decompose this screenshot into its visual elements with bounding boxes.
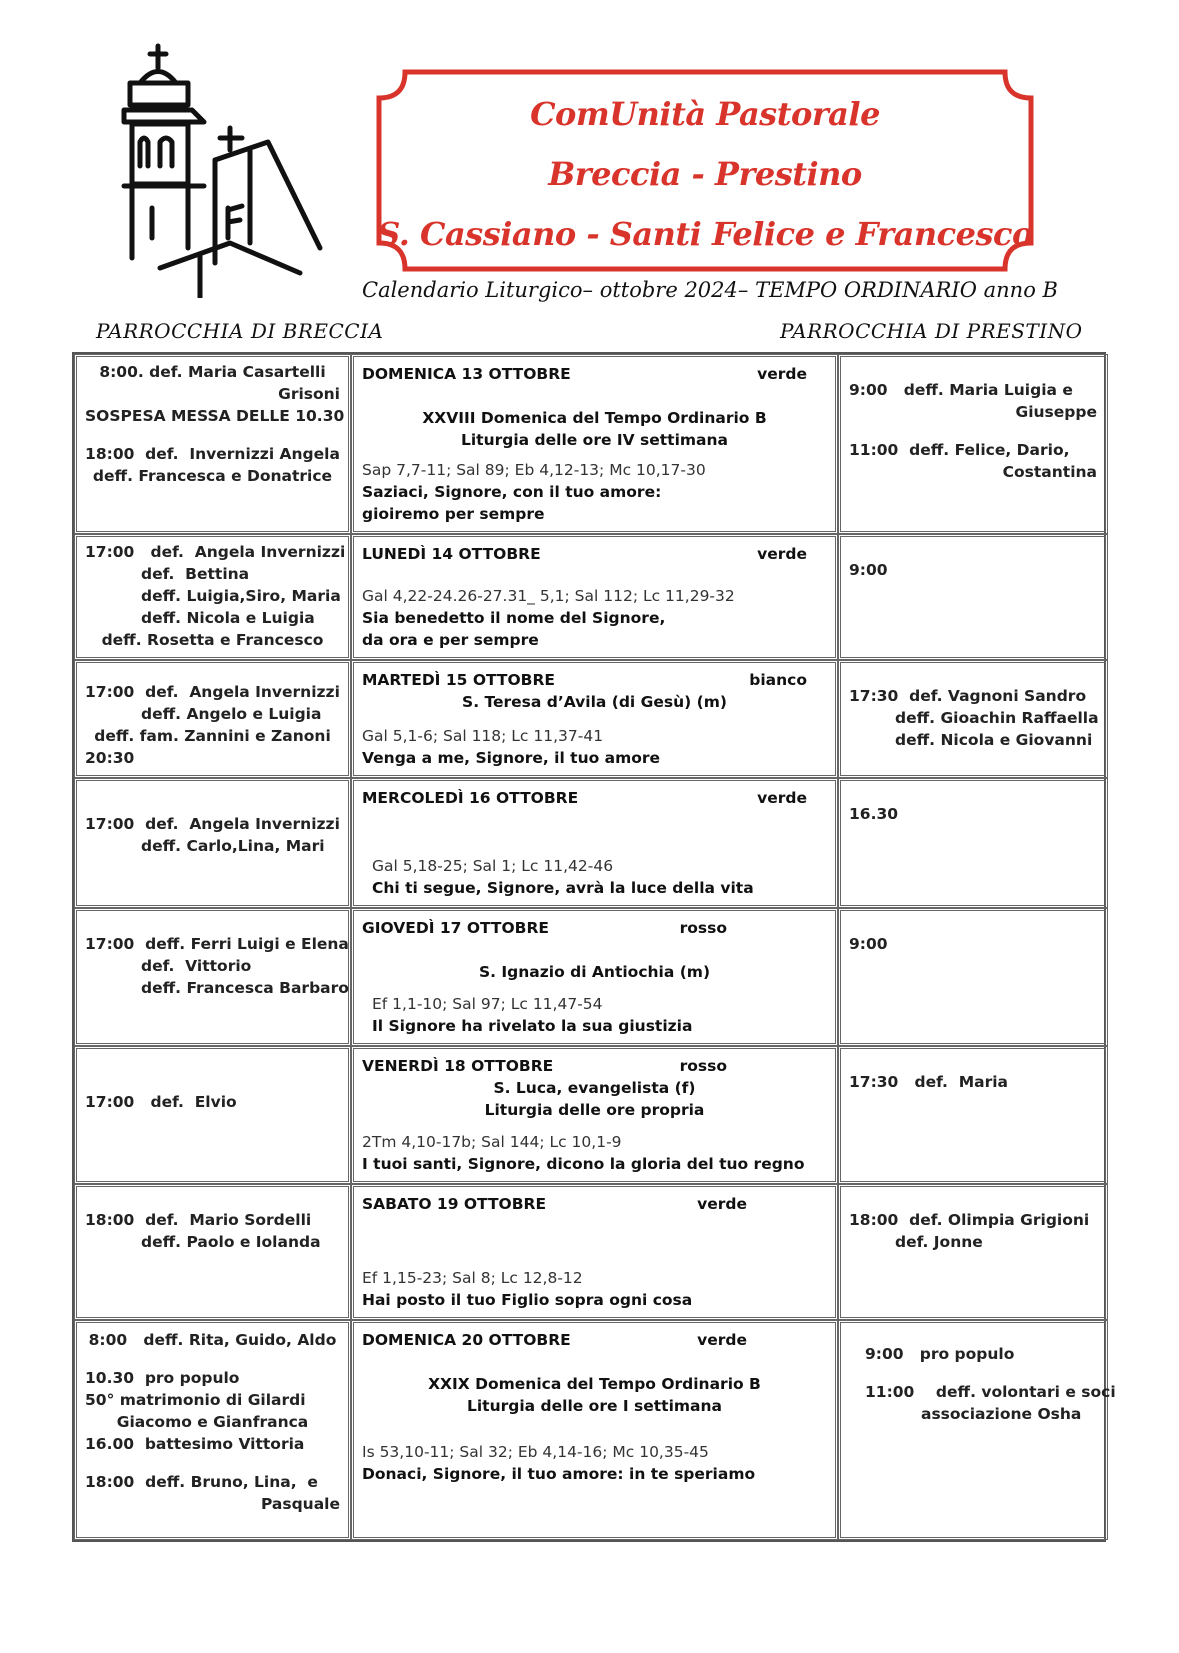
liturgical-color: verde: [697, 1331, 747, 1349]
breccia-mass-line: deff. Francesca Barbaro: [141, 979, 349, 997]
feast-line: S. Ignazio di Antiochia (m): [478, 963, 711, 981]
scripture-readings: Ef 1,15-23; Sal 8; Lc 12,8-12: [362, 1269, 583, 1287]
feast-line: S. Teresa d’Avila (di Gesù) (m): [462, 693, 727, 711]
day-date: LUNEDÌ 14 OTTOBRE: [362, 545, 541, 563]
day-date: MERCOLEDÌ 16 OTTOBRE: [362, 789, 579, 807]
scripture-readings: 2Tm 4,10-17b; Sal 144; Lc 10,1-9: [362, 1133, 622, 1151]
prestino-mass-line: 9:00: [849, 935, 888, 953]
psalm-response: gioiremo per sempre: [362, 505, 545, 523]
prestino-mass-line: [849, 423, 1097, 439]
prestino-mass-line: [849, 1365, 1097, 1381]
spacer: [362, 1351, 827, 1373]
psalm-response: Chi ti segue, Signore, avrà la luce della vita: [372, 879, 754, 897]
flexible-gap: [362, 983, 827, 993]
prestino-mass-line: 9:00: [849, 561, 888, 579]
spacer: [362, 385, 827, 407]
calendar-day-row: [74, 908, 1104, 1046]
prestino-mass-line: Giuseppe: [1015, 403, 1097, 421]
prestino-mass-line: 9:00 deff. Maria Luigia e: [849, 381, 1073, 399]
breccia-mass-line: deff. Luigia,Siro, Maria: [141, 587, 341, 605]
day-header: [362, 1193, 827, 1215]
flexible-gap: [362, 1121, 827, 1131]
feast-line: XXVIII Domenica del Tempo Ordinario B: [422, 409, 767, 427]
liturgical-color: rosso: [679, 1057, 727, 1075]
flexible-gap: [362, 451, 827, 459]
prestino-masses: [838, 1184, 1108, 1320]
breccia-mass-line: deff. Nicola e Luigia: [141, 609, 315, 627]
prestino-masses: [838, 1046, 1108, 1184]
psalm-response: Sia benedetto il nome del Signore,: [362, 609, 666, 627]
feast-line: Liturgia delle ore propria: [484, 1101, 705, 1119]
readings-block: [362, 459, 827, 525]
psalm-response: Donaci, Signore, il tuo amore: in te speriamo: [362, 1465, 756, 1483]
liturgical-calendar-table: [72, 352, 1116, 1542]
day-date: DOMENICA 13 OTTOBRE: [362, 365, 571, 383]
prestino-mass-line: def. Jonne: [895, 1233, 983, 1251]
day-header: [362, 787, 827, 809]
prestino-masses: [838, 1320, 1116, 1540]
readings-block: [362, 993, 827, 1037]
psalm-response: Hai posto il tuo Figlio sopra ogni cosa: [362, 1291, 693, 1309]
breccia-mass-line: deff. Rosetta e Francesco: [101, 631, 324, 649]
breccia-masses: [74, 660, 351, 778]
prestino-mass-line: 17:30 def. Maria: [849, 1073, 1009, 1091]
church-bell-tower-icon: [100, 38, 350, 298]
readings-block: [362, 1267, 827, 1311]
prestino-mass-line: 17:30 def. Vagnoni Sandro: [849, 687, 1087, 705]
parish-prestino-heading: PARROCCHIA DI PRESTINO: [780, 319, 1083, 343]
breccia-mass-line: 8:00. def. Maria Casartelli: [99, 363, 326, 381]
readings-block: [362, 585, 827, 651]
breccia-mass-line: 20:30: [85, 749, 135, 767]
breccia-mass-line: deff. Carlo,Lina, Mari: [141, 837, 325, 855]
breccia-masses: [74, 1184, 351, 1320]
psalm-response: da ora e per sempre: [362, 631, 539, 649]
feast-line: Liturgia delle ore I settimana: [466, 1397, 723, 1415]
prestino-masses: [838, 908, 1108, 1046]
liturgy-of-the-day: [351, 1046, 838, 1184]
prestino-mass-line: Costantina: [1002, 463, 1097, 481]
psalm-response: Il Signore ha rivelato la sua giustizia: [372, 1017, 693, 1035]
feast-line: Liturgia delle ore IV settimana: [460, 431, 729, 449]
calendar-day-row: [74, 660, 1104, 778]
breccia-mass-line: 17:00 def. Elvio: [85, 1093, 237, 1111]
breccia-masses: [74, 534, 351, 660]
psalm-response: Saziaci, Signore, con il tuo amore:: [362, 483, 662, 501]
breccia-masses: [74, 354, 351, 534]
prestino-mass-line: 9:00 pro populo: [865, 1345, 1015, 1363]
title-line-parishes: Breccia - Prestino: [548, 155, 862, 193]
calendar-day-row: [74, 1320, 1116, 1540]
prestino-mass-line: 11:00 deff. volontari e soci: [865, 1383, 1116, 1401]
day-date: DOMENICA 20 OTTOBRE: [362, 1331, 571, 1349]
breccia-mass-line: deff. Paolo e Iolanda: [141, 1233, 321, 1251]
prestino-masses: [838, 534, 1108, 660]
day-header: [362, 363, 827, 385]
breccia-mass-line: 10.30 pro populo: [85, 1369, 240, 1387]
breccia-mass-line: deff. Angelo e Luigia: [141, 705, 322, 723]
liturgy-of-the-day: [351, 354, 838, 534]
breccia-mass-line: [85, 1455, 340, 1471]
day-header: [362, 917, 827, 939]
liturgy-of-the-day: [351, 660, 838, 778]
title-banner: [375, 68, 1035, 273]
breccia-mass-line: Grisoni: [278, 385, 340, 403]
prestino-mass-line: 18:00 def. Olimpia Grigioni: [849, 1211, 1090, 1229]
calendar-day-row: [74, 1184, 1104, 1320]
breccia-mass-line: 17:00 def. Angela Invernizzi: [85, 543, 346, 561]
day-date: SABATO 19 OTTOBRE: [362, 1195, 547, 1213]
day-header: [362, 1055, 827, 1077]
scripture-readings: Is 53,10-11; Sal 32; Eb 4,14-16; Mc 10,35-45: [362, 1443, 709, 1461]
readings-block: [362, 855, 827, 899]
calendar-subtitle: Calendario Liturgico– ottobre 2024– TEMPO ORDINARIO anno B: [362, 278, 1058, 302]
breccia-mass-line: 17:00 def. Angela Invernizzi: [85, 815, 340, 833]
calendar-day-row: [74, 1046, 1104, 1184]
liturgical-color: rosso: [679, 919, 727, 937]
liturgical-color: bianco: [749, 671, 807, 689]
liturgical-color: verde: [697, 1195, 747, 1213]
flexible-gap: [362, 713, 827, 725]
flexible-gap: [362, 1215, 827, 1267]
breccia-mass-line: Pasquale: [260, 1495, 340, 1513]
scripture-readings: Ef 1,1-10; Sal 97; Lc 11,47-54: [372, 995, 603, 1013]
day-date: VENERDÌ 18 OTTOBRE: [362, 1057, 554, 1075]
prestino-mass-line: 16.30: [849, 805, 899, 823]
calendar-day-row: [74, 534, 1104, 660]
title-line-community: ComUnità Pastorale: [530, 95, 880, 133]
breccia-mass-line: 17:00 def. Angela Invernizzi: [85, 683, 340, 701]
psalm-response: Venga a me, Signore, il tuo amore: [362, 749, 661, 767]
prestino-masses: [838, 778, 1108, 908]
breccia-mass-line: deff. Francesca e Donatrice: [92, 467, 333, 485]
breccia-masses: [74, 778, 351, 908]
psalm-response: I tuoi santi, Signore, dicono la gloria del tuo regno: [362, 1155, 805, 1173]
scripture-readings: Gal 5,1-6; Sal 118; Lc 11,37-41: [362, 727, 604, 745]
day-header: [362, 669, 827, 691]
liturgy-of-the-day: [351, 1320, 838, 1540]
calendar-day-row: [74, 778, 1104, 908]
breccia-mass-line: def. Bettina: [141, 565, 250, 583]
breccia-masses: [74, 1320, 351, 1540]
scripture-readings: Sap 7,7-11; Sal 89; Eb 4,12-13; Mc 10,17-30: [362, 461, 706, 479]
breccia-mass-line: 16.00 battesimo Vittoria: [85, 1435, 305, 1453]
scripture-readings: Gal 4,22-24.26-27.31_ 5,1; Sal 112; Lc 11,29-32: [362, 587, 735, 605]
day-date: GIOVEDÌ 17 OTTOBRE: [362, 919, 550, 937]
prestino-mass-line: deff. Gioachin Raffaella: [895, 709, 1099, 727]
flexible-gap: [362, 565, 827, 585]
scripture-readings: Gal 5,18-25; Sal 1; Lc 11,42-46: [372, 857, 614, 875]
breccia-mass-line: [85, 1351, 340, 1367]
prestino-mass-line: associazione Osha: [921, 1405, 1082, 1423]
day-header: [362, 1329, 827, 1351]
liturgical-color: verde: [757, 545, 807, 563]
flexible-gap: [362, 1417, 827, 1441]
liturgy-of-the-day: [351, 778, 838, 908]
breccia-masses: [74, 1046, 351, 1184]
flexible-gap: [362, 809, 827, 855]
liturgical-color: verde: [757, 789, 807, 807]
breccia-mass-line: SOSPESA MESSA DELLE 10.30: [85, 407, 345, 425]
title-line-saints: S. Cassiano - Santi Felice e Francesco: [377, 215, 1033, 253]
breccia-mass-line: 50° matrimonio di Gilardi: [85, 1391, 306, 1409]
liturgy-of-the-day: [351, 908, 838, 1046]
readings-block: [362, 1441, 827, 1485]
prestino-mass-line: deff. Nicola e Giovanni: [895, 731, 1093, 749]
breccia-mass-line: def. Vittorio: [141, 957, 252, 975]
feast-line: XXIX Domenica del Tempo Ordinario B: [428, 1375, 761, 1393]
breccia-mass-line: deff. fam. Zannini e Zanoni: [94, 727, 331, 745]
parish-breccia-heading: PARROCCHIA DI BRECCIA: [96, 319, 384, 343]
breccia-mass-line: Giacomo e Gianfranca: [116, 1413, 309, 1431]
prestino-masses: [838, 354, 1108, 534]
liturgy-of-the-day: [351, 1184, 838, 1320]
readings-block: [362, 1131, 827, 1175]
breccia-mass-line: 17:00 deff. Ferri Luigi e Elena: [85, 935, 349, 953]
calendar-day-row: [74, 354, 1104, 534]
liturgical-color: verde: [757, 365, 807, 383]
breccia-mass-line: [85, 427, 340, 443]
breccia-mass-line: 8:00 deff. Rita, Guido, Aldo: [88, 1331, 337, 1349]
feast-line: S. Luca, evangelista (f): [493, 1079, 696, 1097]
breccia-masses: [74, 908, 351, 1046]
breccia-mass-line: 18:00 def. Mario Sordelli: [85, 1211, 312, 1229]
spacer: [362, 939, 827, 961]
prestino-masses: [838, 660, 1108, 778]
day-header: [362, 543, 827, 565]
readings-block: [362, 725, 827, 769]
breccia-mass-line: 18:00 def. Invernizzi Angela: [85, 445, 340, 463]
prestino-mass-line: 11:00 deff. Felice, Dario,: [849, 441, 1070, 459]
day-date: MARTEDÌ 15 OTTOBRE: [362, 671, 556, 689]
breccia-mass-line: 18:00 deff. Bruno, Lina, e: [85, 1473, 318, 1491]
church-logo: [100, 38, 350, 298]
liturgy-of-the-day: [351, 534, 838, 660]
